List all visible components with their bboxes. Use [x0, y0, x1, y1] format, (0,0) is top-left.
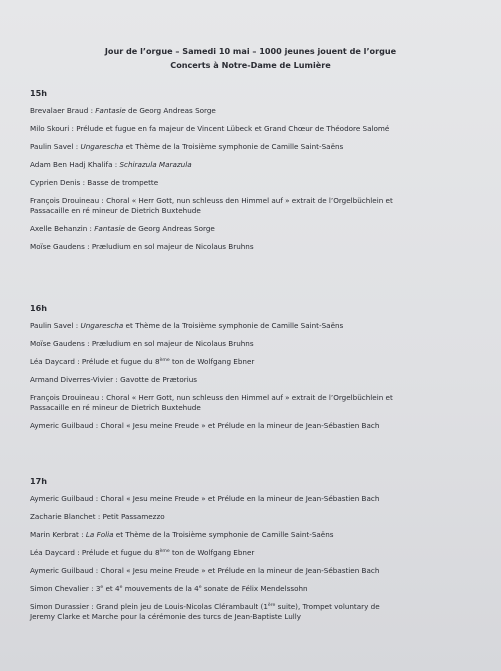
- entry-text: Léa Daycard : Prélude et fugue du 8: [30, 548, 160, 557]
- entry-text: et Thème de la Troisième symphonie de Camille Saint-Saëns: [123, 321, 344, 330]
- entry-text: Moïse Gaudens : Præludium en sol majeur de Nicolaus Bruhns: [30, 242, 254, 251]
- program-entry: [30, 160, 475, 170]
- program-entry: [30, 421, 475, 431]
- entry-text: François Drouineau : Choral « Herr Gott, nun schleuss den Himmel auf » extrait de l’Orgelbüchlein et: [30, 393, 393, 402]
- header-title: Jour de l’orgue – Samedi 10 mai – 1000 jeunes jouent de l’orgue: [104, 46, 397, 56]
- entry-superscript: e: [198, 585, 202, 590]
- entry-text: Milo Skouri : Prélude et fugue en fa majeur de Vincent Lübeck et Grand Chœur de Théodore Salomé: [30, 124, 390, 133]
- entry-text: Léa Daycard : Prélude et fugue du 8: [30, 357, 160, 366]
- program-entry: [30, 602, 475, 622]
- entry-text-line2: Passacaille en ré mineur de Dietrich Buxtehude: [30, 403, 201, 412]
- entry-text: Cyprien Denis : Basse de trompette: [30, 178, 159, 187]
- program-entry: [30, 494, 475, 504]
- entry-superscript: ème: [159, 358, 170, 363]
- entry-text: ton de Wolfgang Ebner: [169, 357, 255, 366]
- program-entry: [30, 375, 475, 385]
- entry-text-line2: Jeremy Clarke et Marche pour la cérémonie des turcs de Jean-Baptiste Lully: [30, 612, 302, 621]
- section-17h: [30, 476, 475, 630]
- program-entry: [30, 178, 475, 188]
- entry-text: Zacharie Blanchet : Petit Passamezzo: [30, 512, 165, 521]
- entry-text: mouvements de la 4: [122, 584, 199, 593]
- entry-work-title: Schirazula Marazula: [119, 160, 192, 169]
- entry-work-title: Fantasie: [95, 106, 126, 115]
- program-entry: [30, 339, 475, 349]
- entry-text: Brevalaer Braud :: [30, 106, 96, 115]
- program-entry: [30, 196, 475, 216]
- entry-text: Axelle Behanzin :: [30, 224, 95, 233]
- header-subtitle: Concerts à Notre-Dame de Lumière: [170, 60, 331, 70]
- entry-text: suite), Trompet voluntary de: [275, 602, 380, 611]
- program-entry: [30, 357, 475, 367]
- entry-text: Aymeric Guilbaud : Choral « Jesu meine Freude » et Prélude en la mineur de Jean-Sébastien Bach: [30, 566, 380, 575]
- program-entry: [30, 530, 475, 540]
- entry-work-title: Ungarescha: [80, 142, 124, 151]
- entry-text: Marin Kerbrat :: [30, 530, 86, 539]
- section-hour: 15h: [30, 88, 48, 98]
- entry-text: Armand Diverres-Vivier : Gavotte de Prætorius: [30, 375, 198, 384]
- entry-text: Aymeric Guilbaud : Choral « Jesu meine Freude » et Prélude en la mineur de Jean-Sébastien Bach: [30, 494, 380, 503]
- program-entry: [30, 242, 475, 252]
- section-16h: [30, 303, 475, 439]
- entry-superscript: ème: [159, 549, 170, 554]
- section-15h: [30, 88, 475, 260]
- program-entry: [30, 584, 475, 594]
- entry-text: Simon Chevalier : 3: [30, 584, 101, 593]
- entry-text: et Thème de la Troisième symphonie de Camille Saint-Saëns: [123, 142, 344, 151]
- entry-superscript: ère: [267, 603, 276, 608]
- entry-text: Aymeric Guilbaud : Choral « Jesu meine Freude » et Prélude en la mineur de Jean-Sébastien Bach: [30, 421, 380, 430]
- program-entry: [30, 512, 475, 522]
- section-hour: 16h: [30, 303, 48, 313]
- entry-text: sonate de Félix Mendelssohn: [201, 584, 308, 593]
- entry-text: Adam Ben Hadj Khalifa :: [30, 160, 120, 169]
- entry-text-line2: Passacaille en ré mineur de Dietrich Buxtehude: [30, 206, 201, 215]
- entry-text: et Thème de la Troisième symphonie de Camille Saint-Saëns: [113, 530, 334, 539]
- section-hour: 17h: [30, 476, 48, 486]
- entry-text: François Drouineau : Choral « Herr Gott, nun schleuss den Himmel auf » extrait de l’Orgelbüchlein et: [30, 196, 393, 205]
- program-entry: [30, 124, 475, 134]
- entry-text: Simon Durassier : Grand plein jeu de Louis-Nicolas Clérambault (1: [30, 602, 268, 611]
- entry-text: Paulin Savel :: [30, 321, 81, 330]
- entry-text: de Georg Andreas Sorge: [124, 224, 215, 233]
- entry-work-title: La Folia: [85, 530, 114, 539]
- entry-work-title: Ungarescha: [80, 321, 124, 330]
- entry-text: de Georg Andreas Sorge: [125, 106, 216, 115]
- entry-text: Moïse Gaudens : Præludium en sol majeur de Nicolaus Bruhns: [30, 339, 254, 348]
- program-entry: [30, 106, 475, 116]
- document-header: [40, 44, 461, 72]
- program-entry: [30, 566, 475, 576]
- entry-superscript: e: [100, 585, 104, 590]
- entry-superscript: e: [119, 585, 123, 590]
- entry-text: Paulin Savel :: [30, 142, 81, 151]
- program-entry: [30, 393, 475, 413]
- program-entry: [30, 321, 475, 331]
- program-entry: [30, 142, 475, 152]
- entry-work-title: Fantasie: [94, 224, 125, 233]
- program-entry: [30, 548, 475, 558]
- program-entry: [30, 224, 475, 234]
- entry-text: et 4: [103, 584, 120, 593]
- entry-text: ton de Wolfgang Ebner: [169, 548, 255, 557]
